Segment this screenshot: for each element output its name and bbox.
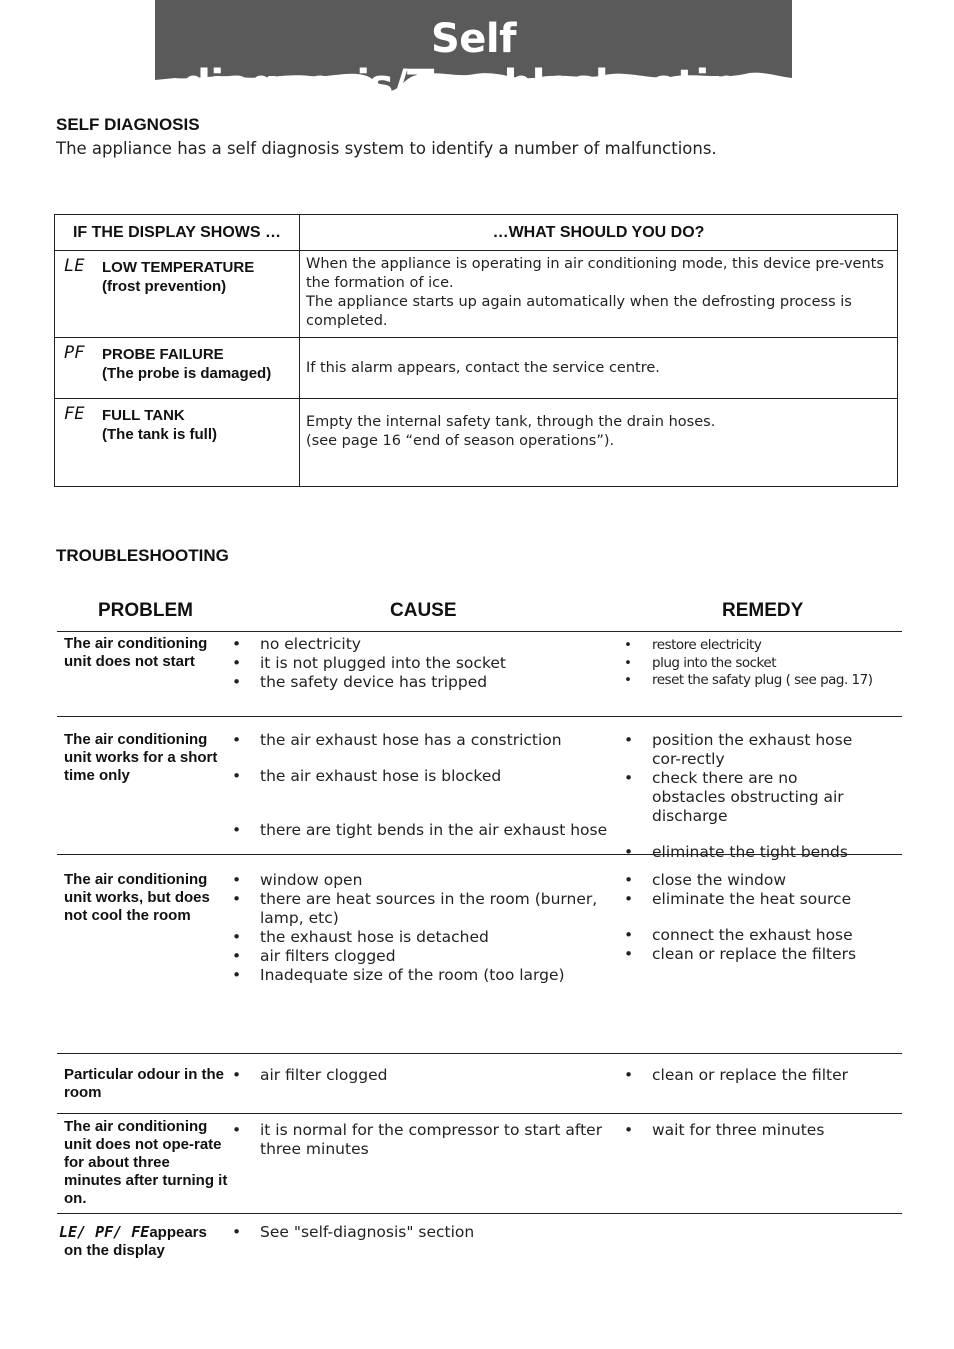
action-text: When the appliance is operating in air conditioning mode, this device pre-vents the formation of ice. [306, 256, 884, 291]
row-divider [57, 1213, 902, 1214]
display-cell [55, 399, 300, 487]
list-item: • reset the safaty plug ( see pag. 17) [624, 672, 904, 690]
display-label: FULL TANK [102, 407, 185, 424]
cause-list [232, 731, 612, 840]
action-cell [300, 338, 898, 399]
list-item: • clean or replace the filter [624, 1066, 904, 1085]
display-cell [55, 251, 300, 338]
list-item: • wait for three minutes [624, 1121, 904, 1140]
list-item: • no electricity [232, 635, 612, 654]
self-diagnosis-heading: SELF DIAGNOSIS [56, 115, 200, 134]
list-item: • Inadequate size of the room (too large) [232, 966, 612, 985]
row-divider [57, 716, 902, 717]
action-text: (see page 16 “end of season operations”). [306, 433, 615, 449]
action-cell [300, 399, 898, 487]
list-item: • the air exhaust hose has a constriction [232, 731, 612, 750]
display-sublabel: (frost prevention) [102, 278, 227, 295]
remedy-list [624, 637, 904, 690]
action-text: If this alarm appears, contact the service centre. [306, 359, 660, 376]
list-item: • air filter clogged [232, 1066, 612, 1085]
action-cell [300, 251, 898, 338]
col-action-header: …WHAT SHOULD YOU DO? [300, 215, 898, 251]
col-problem-header: PROBLEM [98, 600, 193, 621]
display-code: PF [64, 343, 85, 363]
list-item: • restore electricity [624, 637, 904, 655]
self-diagnosis-intro: The appliance has a self diagnosis system to identify a number of malfunctions. [56, 139, 717, 158]
list-item: • clean or replace the filters [624, 945, 904, 964]
problem-text: The air conditioning unit works for a short time only [64, 731, 218, 784]
cause-list [232, 1223, 612, 1242]
row-divider [57, 1113, 902, 1114]
list-item: • the air exhaust hose is blocked [232, 767, 612, 786]
display-codes: LE/ PF/ FE [59, 1223, 150, 1241]
list-item: • See "self-diagnosis" section [232, 1223, 612, 1242]
display-label: LOW TEMPERATURE [102, 259, 255, 276]
list-item: • there are tight bends in the air exhaust hose [232, 821, 612, 840]
display-code: FE [64, 404, 85, 424]
problem-text: Particular odour in the room [64, 1066, 225, 1101]
list-item: • it is normal for the compressor to start after three minutes [232, 1121, 612, 1159]
list-item: • the safety device has tripped [232, 673, 612, 692]
display-label: PROBE FAILURE [102, 346, 224, 363]
display-sublabel: (The probe is damaged) [102, 365, 272, 382]
troubleshooting-heading: TROUBLESHOOTING [56, 546, 229, 565]
display-cell [55, 338, 300, 399]
list-item: • air filters clogged [232, 947, 612, 966]
col-remedy-header: REMEDY [722, 600, 804, 621]
self-diagnosis-table [54, 214, 898, 487]
list-item: • there are heat sources in the room (burner, lamp, etc) [232, 890, 612, 928]
action-text: The appliance starts up again automatically when the defrosting process is completed. [306, 294, 852, 329]
page-banner [155, 0, 792, 108]
row-divider [57, 631, 902, 632]
table-row [55, 338, 898, 399]
problem-text: The air conditioning unit does not ope-rate for about three minutes after turning it on. [64, 1118, 228, 1207]
remedy-list [624, 1066, 904, 1085]
col-display-header: IF THE DISPLAY SHOWS … [55, 215, 300, 251]
cause-list [232, 1066, 612, 1085]
problem-text: The air conditioning unit does not start [64, 635, 208, 670]
list-item: • window open [232, 871, 612, 890]
cause-list [232, 635, 612, 692]
display-code: LE [64, 256, 85, 276]
list-item: • plug into the socket [624, 655, 904, 673]
list-item: • connect the exhaust hose [624, 926, 904, 945]
col-cause-header: CAUSE [390, 600, 457, 621]
display-sublabel: (The tank is full) [102, 426, 218, 443]
remedy-list [624, 871, 904, 964]
list-item: • check there are no obstacles obstructing air discharge [624, 769, 869, 826]
page-title: Self diagnosis/Troubleshooting [182, 16, 765, 108]
list-item: • the exhaust hose is detached [232, 928, 612, 947]
cause-list [232, 1121, 612, 1159]
list-item: • close the window [624, 871, 904, 890]
list-item: • eliminate the heat source [624, 890, 904, 909]
remedy-list [624, 1121, 904, 1140]
row-divider [57, 1053, 902, 1054]
list-item: • it is not plugged into the socket [232, 654, 612, 673]
list-item: • position the exhaust hose cor-rectly [624, 731, 869, 769]
cause-list [232, 871, 612, 985]
remedy-list [624, 731, 869, 862]
table-row [55, 399, 898, 487]
list-item: • eliminate the tight bends [624, 843, 869, 862]
table-row [55, 251, 898, 338]
problem-text: LE/ PF/ FEappears on the display [59, 1223, 207, 1259]
action-text: Empty the internal safety tank, through the drain hoses. [306, 414, 716, 430]
problem-text: The air conditioning unit works, but does not cool the room [64, 871, 210, 924]
